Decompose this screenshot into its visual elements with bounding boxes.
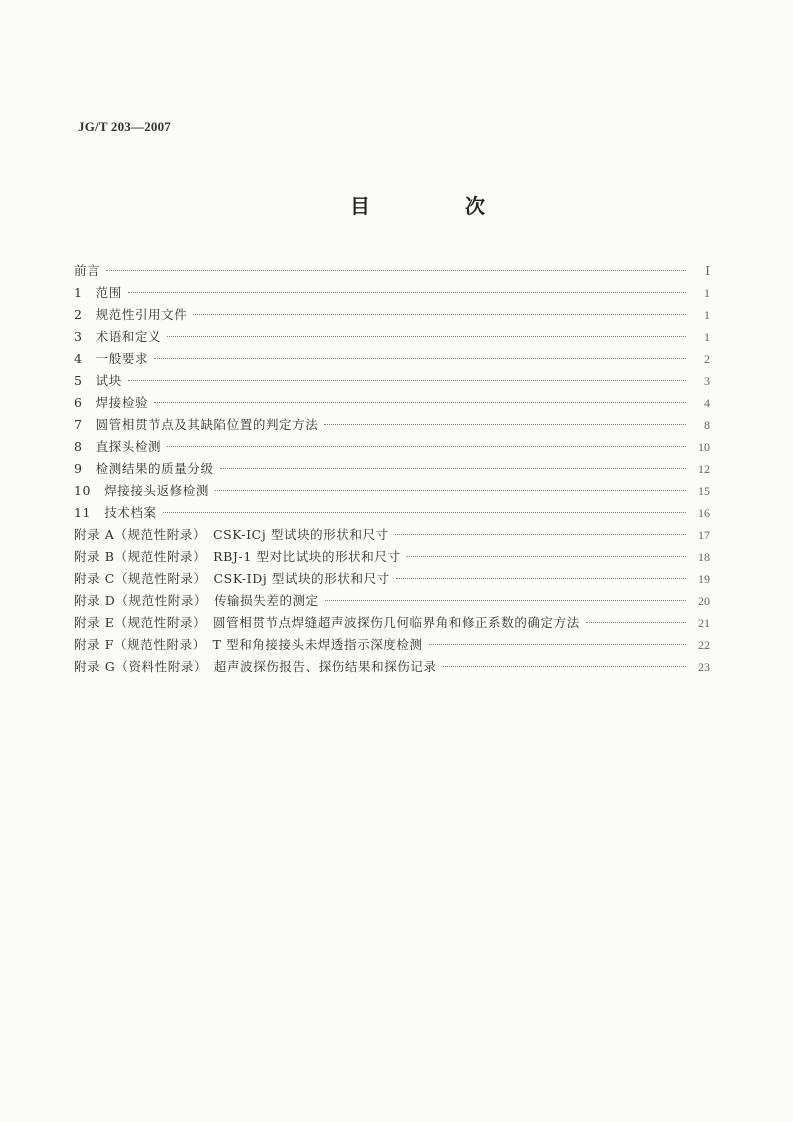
toc-entry-appendix-g[interactable] <box>74 656 710 678</box>
toc-entry-label: 附录 D（规范性附录） 传输损失差的测定 <box>74 593 319 608</box>
toc-entry-page: 3 <box>704 374 710 388</box>
toc-entry-label: 6 焊接检验 <box>74 395 149 410</box>
toc-entry-1[interactable] <box>74 282 710 304</box>
document-code: JG/T 203—2007 <box>78 119 172 134</box>
toc-entry-3[interactable] <box>74 326 710 348</box>
toc-entry-5[interactable] <box>74 370 710 392</box>
toc-entry-page: 15 <box>698 484 710 498</box>
toc-entry-label: 4 一般要求 <box>74 351 149 366</box>
dot-leader <box>325 600 686 601</box>
toc-entry-label: 9 检测结果的质量分级 <box>74 461 214 476</box>
toc-entry-page: 2 <box>704 352 710 366</box>
toc-entry-10[interactable] <box>74 480 710 502</box>
toc-entry-label: 附录 C（规范性附录） CSK-ⅠDj 型试块的形状和尺寸 <box>74 571 390 586</box>
toc-entry-page: 1 <box>704 286 710 300</box>
toc-entry-page: 10 <box>698 440 710 454</box>
toc-entry-page: 1 <box>704 308 710 322</box>
toc-entry-label: 附录 F（规范性附录） T 型和角接接头未焊透指示深度检测 <box>74 637 423 652</box>
toc-entry-7[interactable] <box>74 414 710 436</box>
toc-entry-appendix-a[interactable] <box>74 524 710 546</box>
toc-entry-label: 2 规范性引用文件 <box>74 307 188 322</box>
toc-entry-appendix-f[interactable] <box>74 634 710 656</box>
dot-leader <box>167 446 686 447</box>
toc-entry-label: 11 技术档案 <box>74 505 157 520</box>
toc-entry-label: 附录 G（资料性附录） 超声波探伤报告、探伤结果和探伤记录 <box>74 659 437 674</box>
toc-entry-page: 1 <box>704 330 710 344</box>
toc-entry-2[interactable] <box>74 304 710 326</box>
toc-entry-label: 附录 E（规范性附录） 圆管相贯节点焊缝超声波探伤几何临界角和修正系数的确定方法 <box>74 615 580 630</box>
dot-leader <box>128 380 686 381</box>
dot-leader <box>429 644 686 645</box>
toc-entry-label: 7 圆管相贯节点及其缺陷位置的判定方法 <box>74 417 319 432</box>
toc-entry-appendix-c[interactable] <box>74 568 710 590</box>
dot-leader <box>215 490 686 491</box>
toc-entry-label: 3 术语和定义 <box>74 329 162 344</box>
dot-leader <box>167 336 686 337</box>
toc-entry-label: 附录 A（规范性附录） CSK-ⅠCj 型试块的形状和尺寸 <box>74 527 389 542</box>
toc-entry-6[interactable] <box>74 392 710 414</box>
toc-entry-appendix-b[interactable] <box>74 546 710 568</box>
toc-entry-8[interactable] <box>74 436 710 458</box>
dot-leader <box>154 402 686 403</box>
toc-entry-4[interactable] <box>74 348 710 370</box>
dot-leader <box>407 556 686 557</box>
toc-entry-appendix-d[interactable] <box>74 590 710 612</box>
page-title: 目 次 <box>350 194 529 218</box>
toc-entry-page: 18 <box>698 550 710 564</box>
toc-entry-page: 21 <box>698 616 710 630</box>
toc-entry-label: 前言 <box>74 263 101 278</box>
dot-leader <box>163 512 686 513</box>
toc-entry-label: 10 焊接接头返修检测 <box>74 483 210 498</box>
table-of-contents <box>74 260 710 678</box>
dot-leader <box>395 534 686 535</box>
toc-entry-page: 17 <box>698 528 710 542</box>
toc-entry-11[interactable] <box>74 502 710 524</box>
toc-entry-9[interactable] <box>74 458 710 480</box>
dot-leader <box>128 292 686 293</box>
toc-entry-page: Ⅰ <box>705 264 710 278</box>
toc-entry-page: 23 <box>698 660 710 674</box>
dot-leader <box>154 358 686 359</box>
dot-leader <box>443 666 686 667</box>
toc-entry-page: 8 <box>704 418 710 432</box>
toc-entry-page: 4 <box>704 396 710 410</box>
toc-entry-page: 22 <box>698 638 710 652</box>
toc-entry-foreword[interactable] <box>74 260 710 282</box>
toc-entry-page: 12 <box>698 462 710 476</box>
dot-leader <box>396 578 686 579</box>
toc-entry-label: 附录 B（规范性附录） RBJ-1 型对比试块的形状和尺寸 <box>74 549 401 564</box>
toc-entry-label: 8 直探头检测 <box>74 439 162 454</box>
dot-leader <box>193 314 686 315</box>
dot-leader <box>324 424 686 425</box>
toc-entry-page: 20 <box>698 594 710 608</box>
toc-entry-label: 5 试块 <box>74 373 122 388</box>
dot-leader <box>586 622 686 623</box>
toc-entry-label: 1 范围 <box>74 285 122 300</box>
toc-entry-page: 19 <box>698 572 710 586</box>
toc-entry-appendix-e[interactable] <box>74 612 710 634</box>
dot-leader <box>220 468 686 469</box>
toc-entry-page: 16 <box>698 506 710 520</box>
dot-leader <box>106 270 686 271</box>
